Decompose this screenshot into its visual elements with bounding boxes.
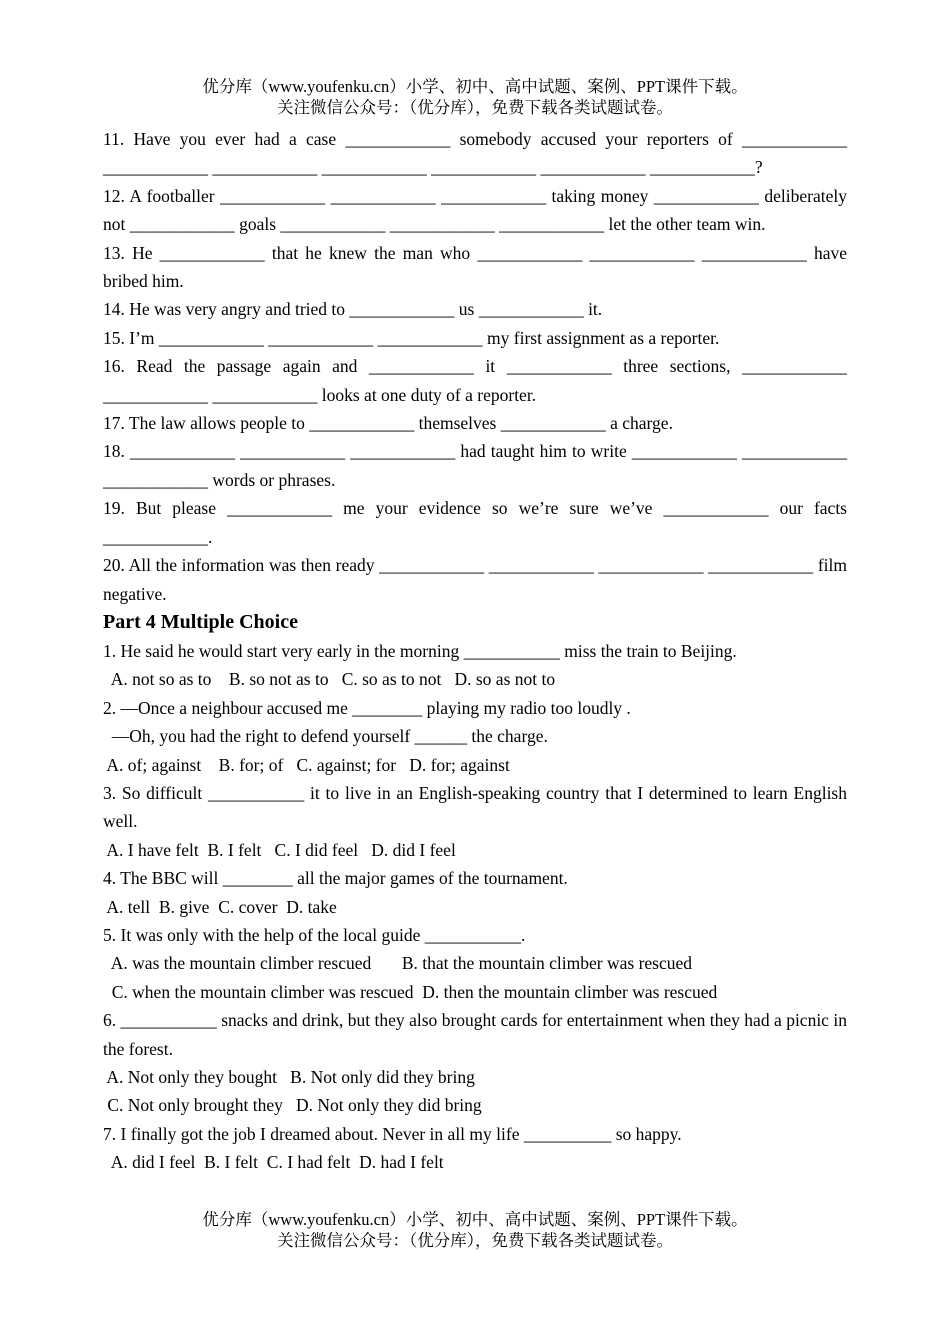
mc-question-6-options-2: C. Not only brought they D. Not only they did bring (103, 1095, 482, 1116)
question-15: 15. I’m ____________ ____________ ____________ my first assignment as a reporter. (103, 327, 720, 348)
mc-question-1-options: A. not so as to B. so not as to C. so as to not D. so as not to (103, 669, 556, 690)
footer-line-1: 优分库（www.youfenku.cn）小学、初中、高中试题、案例、PPT课件下载。 (202, 1210, 748, 1229)
header-line-1: 优分库（www.youfenku.cn）小学、初中、高中试题、案例、PPT课件下载。 (202, 77, 748, 96)
mc-question-4: 4. The BBC will ________ all the major games of the tournament. (103, 868, 568, 889)
mc-question-7: 7. I finally got the job I dreamed about. Never in all my life __________ so happy. (103, 1123, 682, 1144)
page-header (0, 76, 950, 118)
mc-question-5-options-2: C. when the mountain climber was rescued D. then the mountain climber was rescued (103, 981, 718, 1002)
mc-question-6: 6. ___________ snacks and drink, but they also brought cards for entertainment when they had a picnic in the forest. (103, 1010, 847, 1059)
question-17: 17. The law allows people to ____________ themselves ____________ a charge. (103, 413, 673, 434)
mc-question-4-options: A. tell B. give C. cover D. take (103, 896, 337, 917)
page-footer (0, 1209, 950, 1251)
question-13: 13. He ____________ that he knew the man who ____________ ____________ ____________ have bribed him. (103, 242, 847, 292)
section-heading: Part 4 Multiple Choice (103, 610, 298, 633)
mc-question-3-options: A. I have felt B. I felt C. I did feel D. did I feel (103, 839, 456, 860)
footer-line-2: 关注微信公众号：（优分库），免费下载各类试题试卷。 (277, 1231, 673, 1250)
mc-question-5-options-1: A. was the mountain climber rescued B. that the mountain climber was rescued (103, 953, 693, 974)
question-14: 14. He was very angry and tried to ____________ us ____________ it. (103, 299, 603, 320)
worksheet-body (103, 125, 847, 1177)
question-20: 20. All the information was then ready ____________ ____________ ____________ ____________ film negative. (103, 555, 847, 604)
header-line-2: 关注微信公众号：（优分库），免费下载各类试题试卷。 (277, 98, 673, 117)
question-12: 12. A footballer ____________ ____________ ____________ taking money ____________ deliberately not ____________ goals ____________ ____________ ____________ let the other team win. (103, 185, 847, 235)
mc-question-6-options-1: A. Not only they bought B. Not only did they bring (103, 1067, 475, 1087)
mc-question-2-line-1: 2. —Once a neighbour accused me ________ playing my radio too loudly . (103, 697, 631, 718)
mc-question-3: 3. So difficult ___________ it to live in an English-speaking country that I determined to learn English well. (103, 782, 847, 832)
mc-question-1: 1. He said he would start very early in the morning ___________ miss the train to Beijing. (103, 640, 737, 661)
question-19: 19. But please ____________ me your evidence so we’re sure we’ve ____________ our facts ____________. (103, 498, 847, 547)
question-11-line-1: 11. Have you ever had a case ____________ somebody accused your reporters of ____________ (103, 129, 847, 149)
mc-question-7-options: A. did I feel B. I felt C. I had felt D. had I felt (103, 1152, 444, 1173)
question-11-line-2: ____________ ____________ ____________ ____________ ____________ ____________? (103, 157, 763, 178)
mc-question-2-options: A. of; against B. for; of C. against; for D. for; against (103, 754, 510, 775)
mc-question-5: 5. It was only with the help of the local guide ___________. (103, 924, 526, 945)
mc-question-2-line-2: —Oh, you had the right to defend yourself ______ the charge. (103, 726, 548, 747)
question-18: 18. ____________ ____________ ____________ had taught him to write ____________ ____________ ____________ words or phrases. (103, 441, 847, 490)
question-16: 16. Read the passage again and ____________ it ____________ three sections, ____________ ____________ ____________ looks at one duty of a reporter. (103, 356, 847, 405)
